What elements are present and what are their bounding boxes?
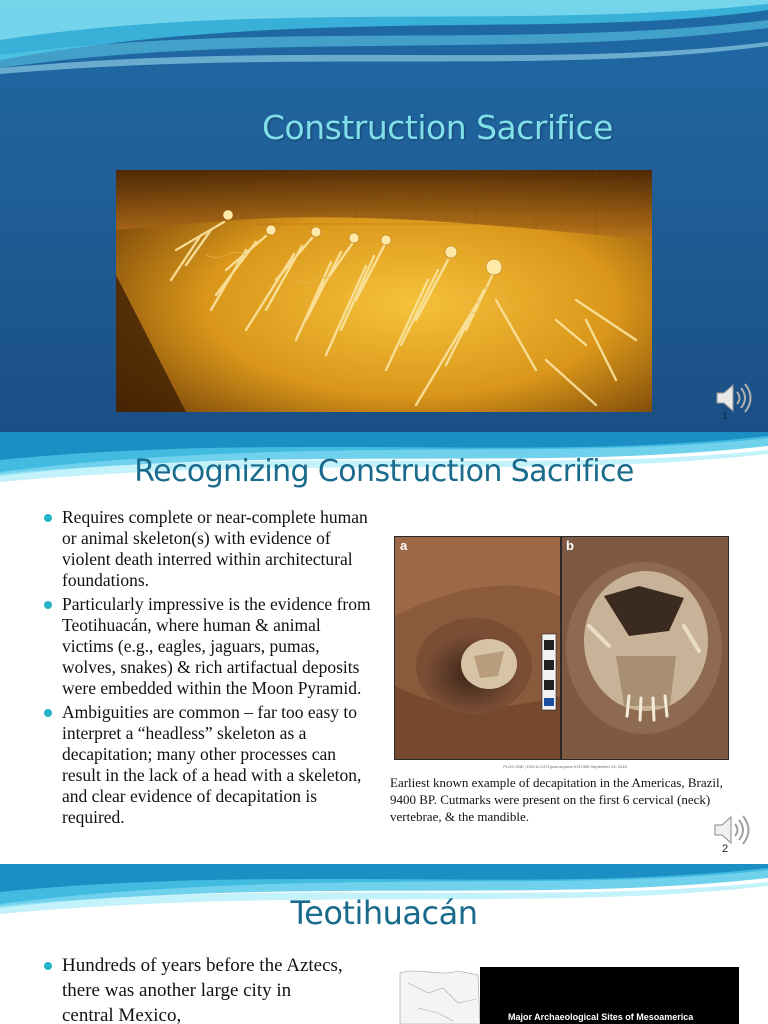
bullet-item — [44, 953, 344, 1024]
speaker-icon[interactable] — [713, 378, 753, 418]
bullet-text: Hundreds of years before the Aztecs, there was another large city in central Mexico, — [62, 955, 343, 1024]
bullet-icon — [44, 962, 52, 970]
slide-title: Construction Sacrifice — [262, 108, 613, 147]
skeletons-in-sand-photo — [116, 170, 652, 412]
speaker-icon[interactable] — [711, 810, 751, 850]
bullet-icon — [44, 709, 52, 717]
bullet-item — [44, 594, 374, 699]
slide-title: Recognizing Construction Sacrifice — [134, 454, 634, 489]
bullet-item — [44, 507, 374, 591]
decapitation-burial-photo — [394, 536, 729, 760]
bullet-list — [44, 507, 374, 831]
header-wave-decoration — [0, 0, 768, 90]
figure-label-b: b — [566, 538, 574, 553]
bullet-text: Particularly impressive is the evidence from Teotihuacán, where human & animal victims (e.g., eagles, jaguars, pumas, wolves, snakes) & rich artifactual deposits were embedded within the Moon Pyramid. — [62, 594, 371, 698]
page-number: 1 — [722, 411, 728, 422]
slide-title: Teotihuacán — [290, 894, 478, 932]
map-title: Major Archaeological Sites of Mesoamerica — [508, 1012, 694, 1022]
bullet-item — [44, 702, 374, 828]
figure-source-tag: PLOS ONE | DOI:10.1371/journal.pone.0137456 September 23, 2015 — [503, 764, 627, 769]
bullet-text: Requires complete or near-complete human or animal skeleton(s) with evidence of violent death interred within architectural foundations. — [62, 507, 368, 590]
slide-2 — [0, 432, 768, 864]
figure-caption: Earliest known example of decapitation in the Americas, Brazil, 9400 BP. Cutmarks were present on the first 6 cervical (neck) vertebrae, & the mandible. — [390, 775, 723, 824]
page-number: 2 — [722, 843, 729, 855]
slide-3 — [0, 864, 768, 1024]
bullet-icon — [44, 514, 52, 522]
bullet-text: Ambiguities are common – far too easy to interpret a “headless” skeleton as a decapitation; many other processes can result in the lack of a head with a skeleton, and clear evidence of decapitation is required. — [62, 702, 362, 827]
bullet-list — [44, 953, 344, 1024]
figure-label-a: a — [400, 538, 408, 553]
slide-1 — [0, 0, 768, 432]
bullet-icon — [44, 601, 52, 609]
